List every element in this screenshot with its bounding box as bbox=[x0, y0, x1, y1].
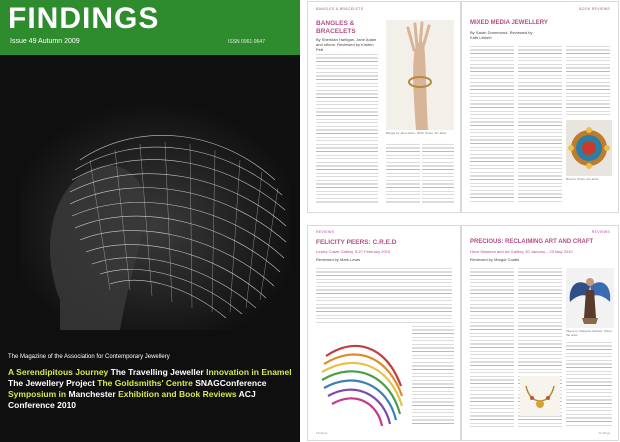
running-head: REVIEWS bbox=[316, 230, 335, 234]
cover-wire-sculpture-image bbox=[20, 100, 290, 330]
bangle-photo bbox=[386, 20, 454, 130]
spread1-left-page bbox=[308, 2, 460, 212]
spread2-right-page bbox=[462, 226, 618, 440]
cover-magazine-line: The Magazine of the Association for Contemporary Jewellery bbox=[8, 354, 170, 360]
spread2-left-page bbox=[308, 226, 460, 440]
running-head: REVIEWS bbox=[591, 230, 610, 234]
cover-headline: Innovation in Enamel bbox=[206, 367, 292, 377]
article-reviewer: Reviewed by Margot Coatts bbox=[470, 257, 520, 262]
article-body-column bbox=[386, 144, 420, 204]
cover-headline: The Travelling Jeweller bbox=[108, 367, 207, 377]
article-title: MIXED MEDIA JEWELLERY bbox=[470, 20, 548, 26]
exhibition-venue: Hove Museum and Art Gallery, 30 January – 23 May 2010 bbox=[470, 249, 573, 254]
figure-photo bbox=[566, 268, 614, 328]
page-footer: Findings bbox=[316, 431, 328, 435]
article-body-column bbox=[422, 144, 454, 204]
cover-headline: Symposium in bbox=[8, 389, 67, 399]
page-footer: Findings bbox=[598, 431, 610, 435]
running-head: BOOK REVIEWS bbox=[579, 7, 610, 11]
cover-headline: SNAGConference bbox=[192, 378, 267, 388]
cover-issn: ISSN 0961-9647 bbox=[228, 39, 265, 45]
article-byline: By Sheridan Hartigan, Jane Adam and others. Reviewed by Kirsten Pett bbox=[316, 37, 377, 52]
article-byline: By Sarah Drummond. Reviewed by Kath Libbert bbox=[470, 30, 533, 40]
article-body-column bbox=[470, 268, 514, 428]
exhibition-venue: Lesley Craze Gallery, 5-27 February 2010 bbox=[316, 249, 391, 254]
running-head: BANGLES & BRACELETS bbox=[316, 7, 364, 11]
necklace-photo bbox=[520, 376, 560, 416]
article-body-column bbox=[566, 46, 610, 116]
cover-headline: Exhibition and Book Reviews bbox=[118, 389, 237, 399]
cover-title: FINDINGS bbox=[8, 2, 160, 35]
photo-caption: Bangle by Jane Adam, 2009. Photo: the artist bbox=[386, 131, 447, 135]
cover-issue-line: Issue 49 Autumn 2009 bbox=[10, 38, 80, 45]
cover-headline: The Jewellery Project bbox=[8, 378, 98, 388]
cover-headline: ACJ Conference 2010 bbox=[8, 389, 256, 410]
article-body-column bbox=[518, 46, 562, 204]
magazine-cover bbox=[0, 0, 300, 442]
cover-headline: A Serendipitous Journey bbox=[8, 367, 109, 377]
spread1-right-page bbox=[462, 2, 618, 212]
article-title: PRECIOUS: RECLAIMING ART AND CRAFT bbox=[470, 239, 594, 245]
article-title: BANGLES & BRACELETS bbox=[316, 20, 356, 35]
photo-caption: Brooch. Photo: the artist bbox=[566, 177, 599, 181]
cover-headline: The Goldsmiths' Centre bbox=[97, 378, 193, 388]
article-body-column bbox=[470, 46, 514, 204]
article-title: FELICITY PEERS: C.R.E.D bbox=[316, 239, 397, 246]
article-body-column bbox=[566, 342, 612, 428]
article-reviewer: Reviewed by Mark Lewis bbox=[316, 257, 361, 262]
article-body-column bbox=[316, 54, 378, 204]
article-intro bbox=[316, 268, 452, 324]
brooch-photo bbox=[566, 120, 612, 176]
exhibition-photo bbox=[316, 326, 406, 426]
photo-caption: Figure by Margaret Ashbee. Photo: the artist bbox=[566, 329, 613, 337]
article-body-column bbox=[412, 326, 454, 426]
cover-headlines bbox=[8, 367, 294, 411]
cover-headline: Manchester bbox=[66, 389, 119, 399]
